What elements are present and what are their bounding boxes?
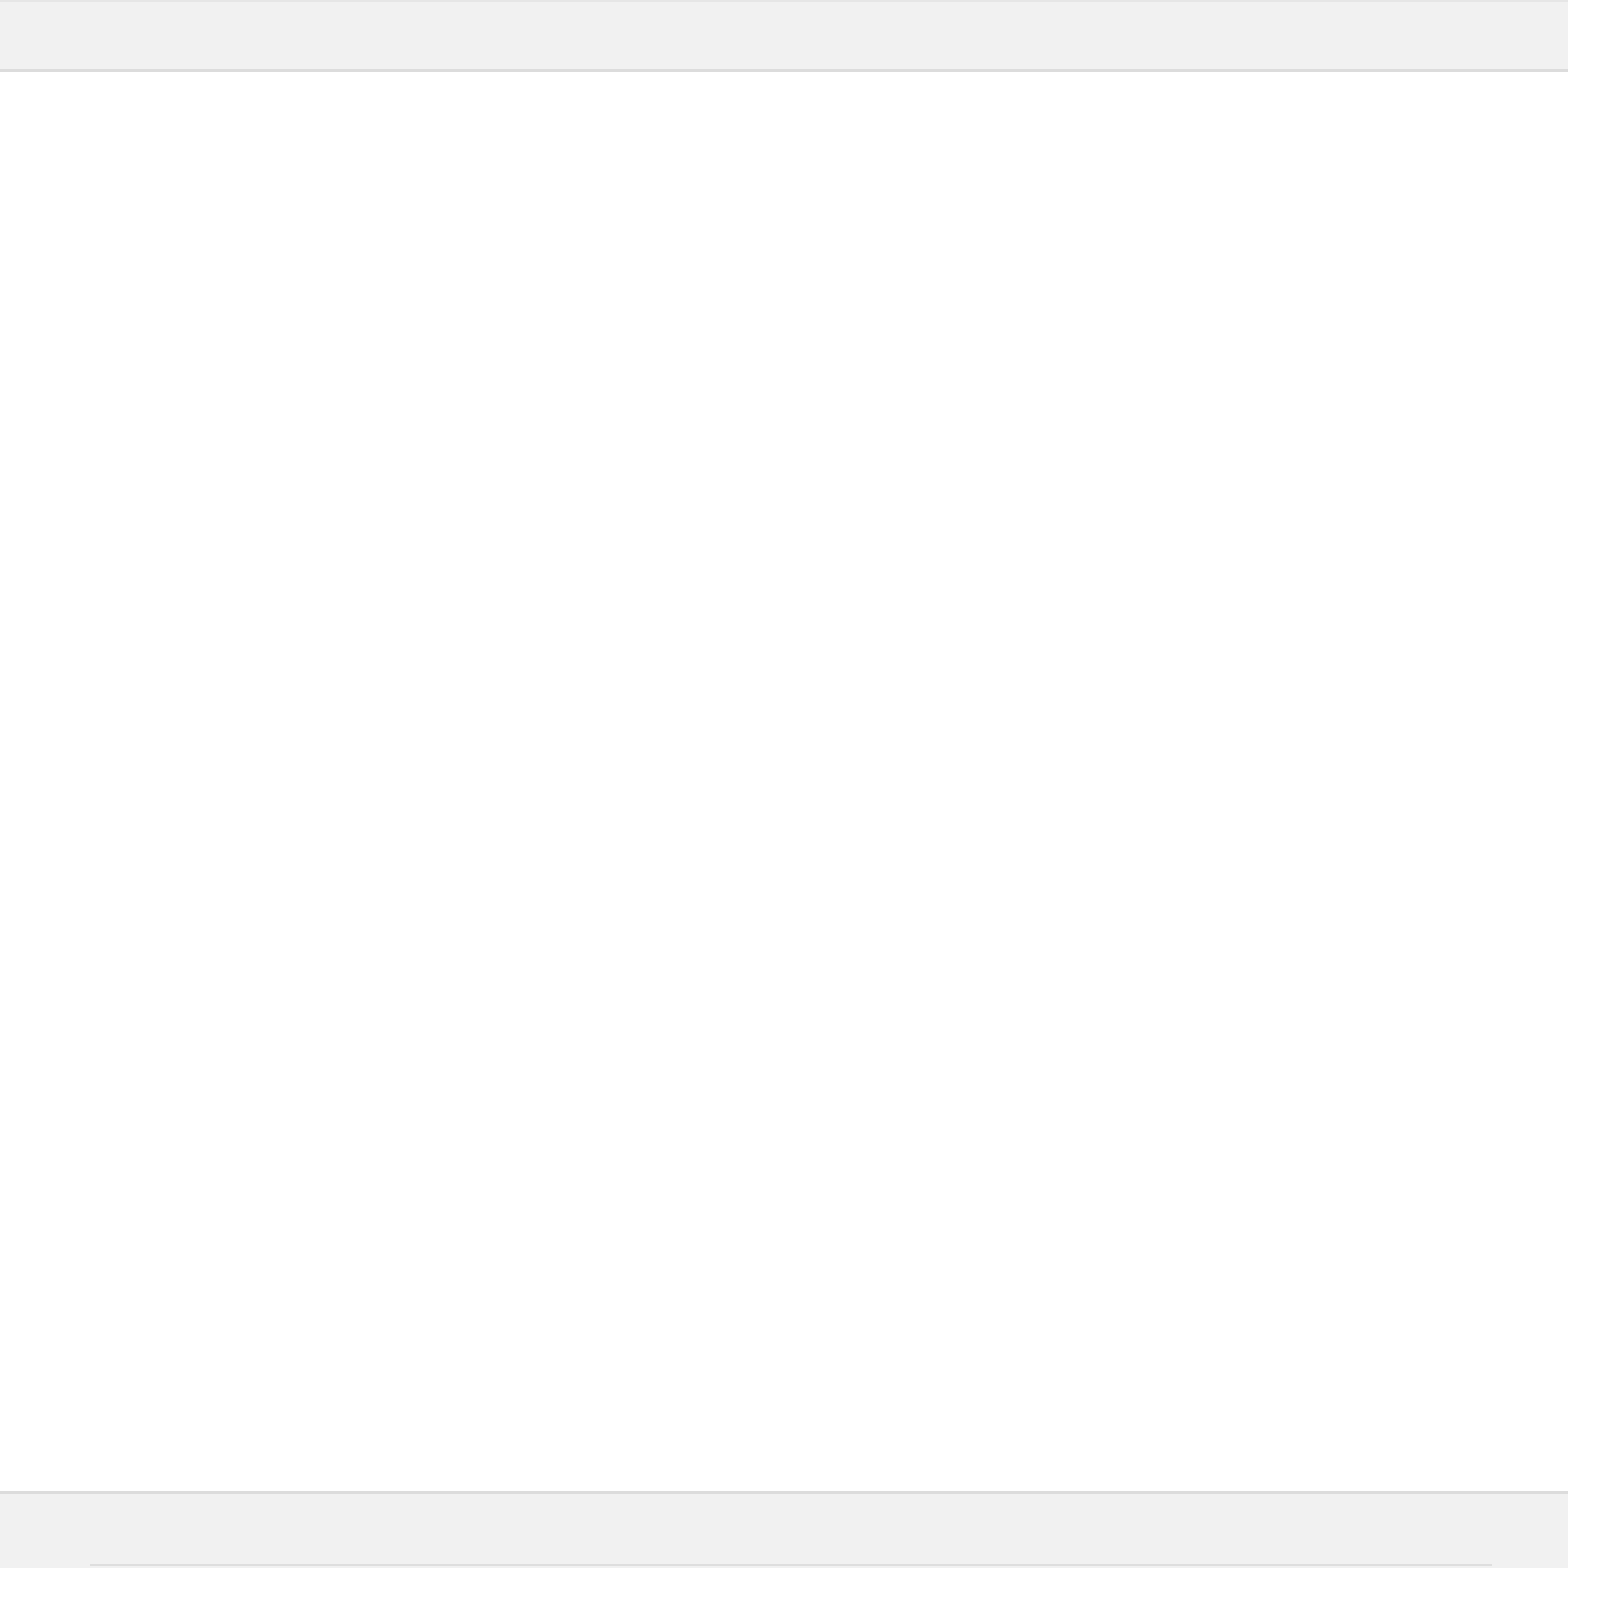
header-divider — [90, 1564, 1492, 1566]
hardware-specs-header — [0, 1491, 1568, 1568]
basic-specs-header — [0, 0, 1568, 72]
